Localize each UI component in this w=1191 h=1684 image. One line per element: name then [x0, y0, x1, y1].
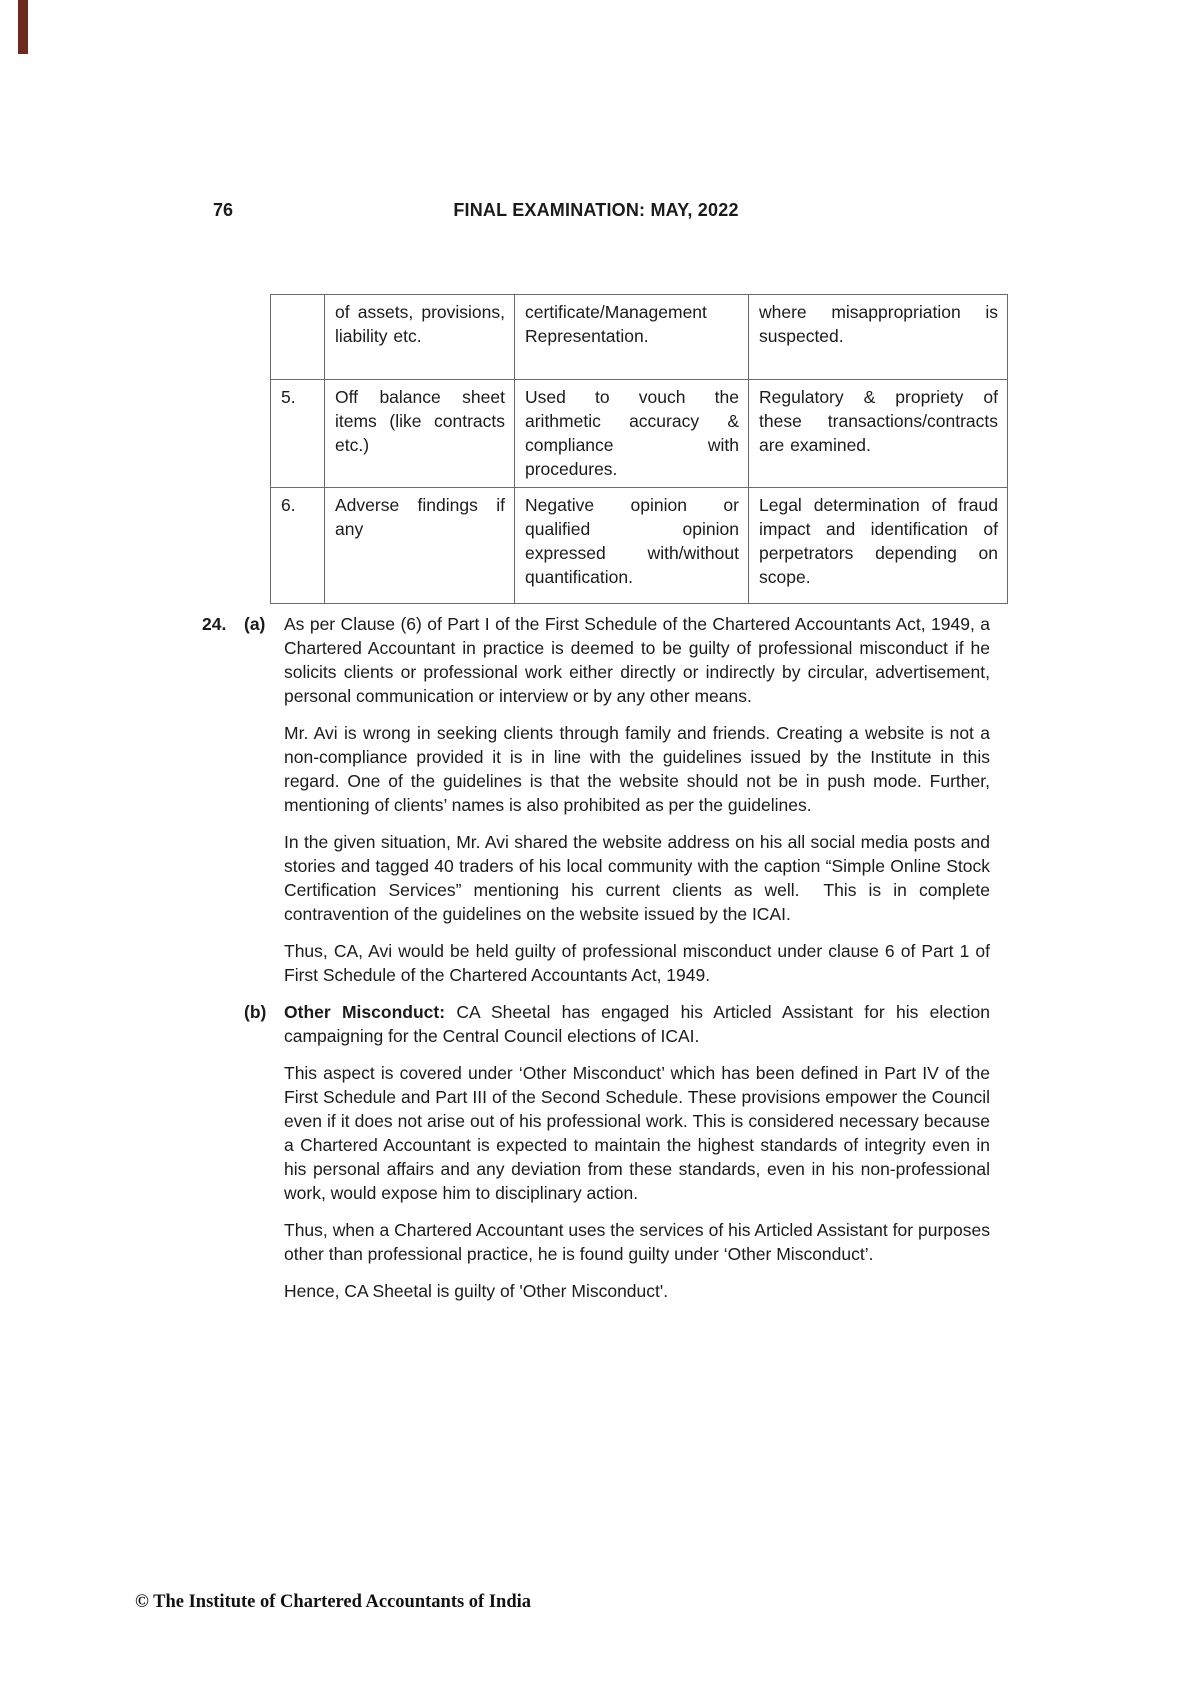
- cell-usage: certificate/Management Representation.: [515, 295, 749, 380]
- paragraph: As per Clause (6) of Part I of the First Schedule of the Chartered Accountants Act, 1949, a Chartered Accountant in practice is deemed to be guilty of professional misconduct if he solicits clients or professional work either directly or indirectly by circular, advertisement, personal communication or interview or by any other means.: [284, 614, 990, 706]
- cell-item: Off balance sheet items (like contracts etc.): [325, 380, 515, 488]
- paragraph: Thus, when a Chartered Accountant uses the services of his Articled Assistant for purposes other than professional practice, he is found guilty under ‘Other Misconduct’.: [284, 1220, 990, 1264]
- cell-outcome: where misappropriation is suspected.: [749, 295, 1008, 380]
- table-row: [271, 380, 1008, 488]
- footer-copyright: © The Institute of Chartered Accountants of India: [135, 1592, 532, 1612]
- part-b-body: [284, 1000, 990, 1316]
- cell-serial: 5.: [271, 380, 325, 488]
- cell-usage: Negative opinion or qualified opinion expressed with/without quantification.: [515, 488, 749, 604]
- table-row: [271, 488, 1008, 604]
- paragraph: Thus, CA, Avi would be held guilty of professional misconduct under clause 6 of Part 1 of First Schedule of the Chartered Accountants Act, 1949.: [284, 941, 990, 985]
- table-row: [271, 295, 1008, 380]
- paragraph: This aspect is covered under ‘Other Misconduct’ which has been defined in Part IV of the First Schedule and Part III of the Second Schedule. These provisions empower the Council even if it does not arise out of his professional work. This is considered necessary because a Chartered Accountant is expected to maintain the highest standards of integrity even in his personal affairs and any deviation from these standards, even in his non-professional work, would expose him to disciplinary action.: [284, 1063, 990, 1203]
- lead-heading: Other Misconduct:: [284, 1002, 446, 1022]
- answer-24: [202, 612, 990, 1316]
- lead-text: CA Sheetal has engaged his Articled Assistant for his election campaigning for the Central Council elections of ICAI.: [284, 1002, 990, 1046]
- paragraph: Hence, CA Sheetal is guilty of 'Other Misconduct'.: [284, 1281, 669, 1301]
- cell-item: of assets, provisions, liability etc.: [325, 295, 515, 380]
- cell-outcome: Regulatory & propriety of these transactions/contracts are examined.: [749, 380, 1008, 488]
- scan-artifact: [18, 0, 28, 54]
- part-a-body: [284, 612, 990, 1000]
- cell-usage: Used to vouch the arithmetic accuracy & compliance with procedures.: [515, 380, 749, 488]
- answer-24a: [202, 612, 990, 1000]
- page-number: 76: [213, 200, 234, 220]
- cell-serial: 6.: [271, 488, 325, 604]
- page-header-title: FINAL EXAMINATION: MAY, 2022: [453, 200, 739, 220]
- paragraph: Mr. Avi is wrong in seeking clients through family and friends. Creating a website is not a non-compliance provided it is in line with the guidelines issued by the Institute in this regard. One of the guidelines is that the website should not be in push mode. Further, mentioning of clients’ names is also prohibited as per the guidelines.: [284, 723, 990, 815]
- question-number: 24.: [202, 614, 227, 634]
- paragraph-lead: [284, 1000, 990, 1048]
- part-a-label: (a): [244, 614, 266, 634]
- cell-serial: [271, 295, 325, 380]
- answer-24b: [202, 1000, 990, 1316]
- cell-outcome: Legal determination of fraud impact and identification of perpetrators depending on scope.: [749, 488, 1008, 604]
- part-b-label: (b): [244, 1002, 267, 1022]
- cell-item: Adverse findings if any: [325, 488, 515, 604]
- audit-points-table: [270, 294, 1008, 604]
- paragraph: In the given situation, Mr. Avi shared the website address on his all social media posts and stories and tagged 40 traders of his local community with the caption “Simple Online Stock Certification Services” mentioning his current clients as well. This is in complete contravention of the guidelines on the website issued by the ICAI.: [284, 832, 990, 924]
